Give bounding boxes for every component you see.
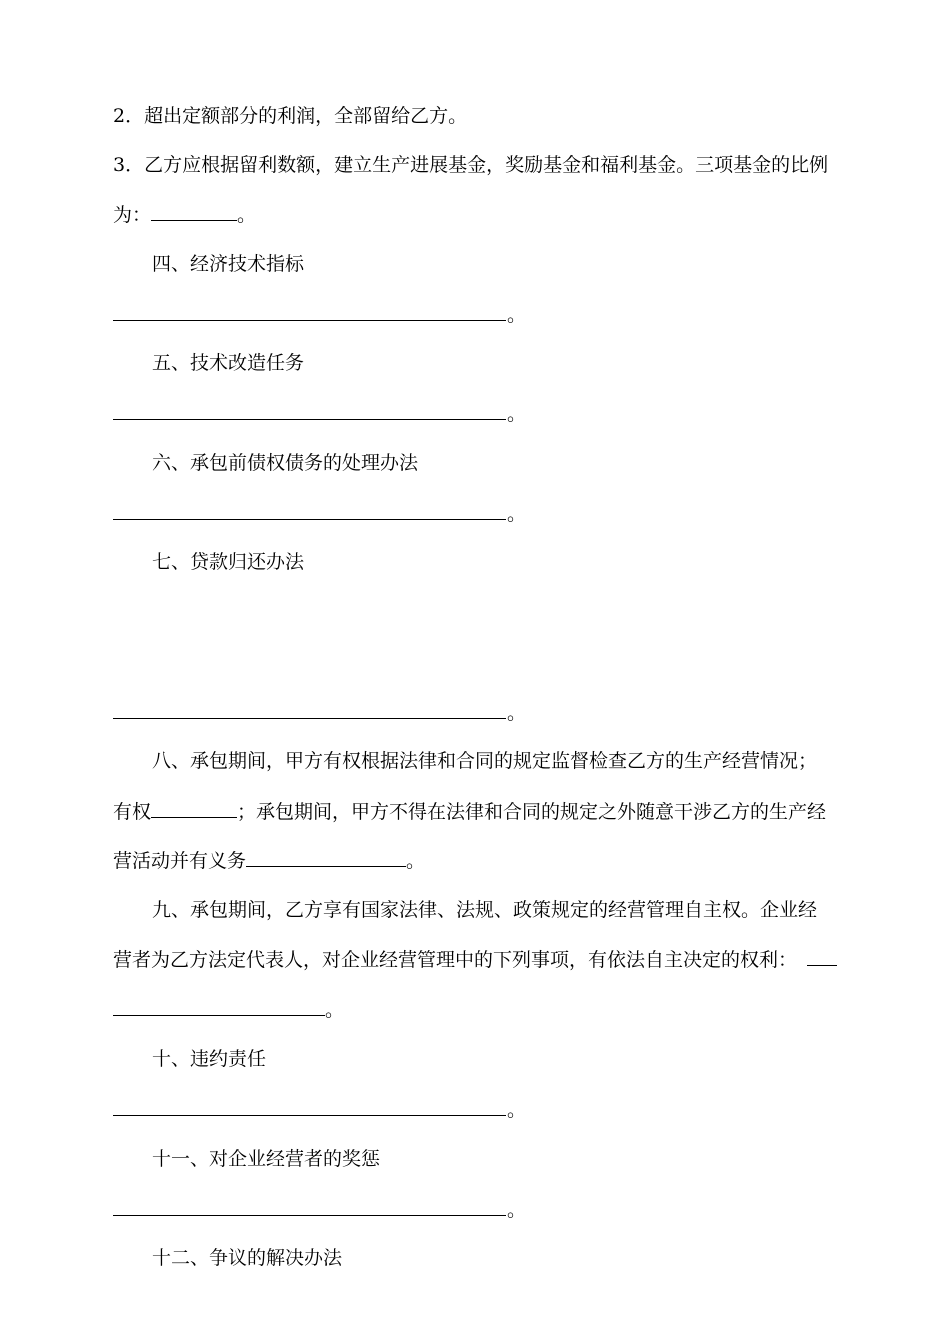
section-4-blank-line[interactable] [113,320,506,321]
section-9-line2 [113,947,837,972]
section-9-line1: 九、承包期间，乙方享有国家法律、法规、政策规定的经营管理自主权。企业经 [152,899,818,921]
section-7-heading: 七、贷款归还办法 [152,551,305,573]
section-10-period: 。 [507,1099,527,1121]
clause-3-3-prefix: 为： [113,204,152,226]
section-8-right-blank[interactable] [151,799,237,818]
section-8-right-prefix: 有权 [113,801,152,823]
section-10-heading: 十、违约责任 [152,1048,267,1070]
section-9-rights-blank-start[interactable] [807,947,837,966]
fund-ratio-blank[interactable] [151,202,237,221]
section-5-blank-line[interactable] [113,419,506,420]
clause-3-3-suffix: 。 [237,204,257,226]
section-5-heading: 五、技术改造任务 [152,352,305,374]
section-4-heading: 四、经济技术指标 [152,253,305,275]
section-7-blank-line[interactable] [113,718,506,719]
section-4-period: 。 [507,304,527,326]
section-6-period: 。 [507,503,527,525]
clause-3-3-line1: 3．乙方应根据留利数额，建立生产进展基金，奖励基金和福利基金。三项基金的比例 [113,154,829,176]
section-8-line3 [113,848,425,873]
section-8-line1: 八、承包期间，甲方有权根据法律和合同的规定监督检查乙方的生产经营情况； [152,750,818,772]
section-8-line3-end: 。 [406,850,426,872]
section-10-blank-line[interactable] [113,1115,506,1116]
section-8-duty-prefix: 营活动并有义务 [113,850,247,872]
section-9-line2-text: 营者为乙方法定代表人，对企业经营管理中的下列事项，有依法自主决定的权利： [113,949,798,971]
section-11-blank-line[interactable] [113,1215,506,1216]
section-8-duty-blank[interactable] [246,848,406,867]
section-9-line3-end: 。 [325,999,345,1021]
section-8-line2-rest: ；承包期间，甲方不得在法律和合同的规定之外随意干涉乙方的生产经 [237,801,827,823]
section-6-heading: 六、承包前债权债务的处理办法 [152,452,419,474]
clause-3-2: 2．超出定额部分的利润，全部留给乙方。 [113,105,468,127]
section-7-period: 。 [507,702,527,724]
section-9-line3 [113,997,344,1022]
section-12-heading: 十二、争议的解决办法 [152,1247,343,1269]
section-8-line2 [113,799,826,824]
section-5-period: 。 [507,403,527,425]
clause-3-3-line2 [113,202,256,227]
section-6-blank-line[interactable] [113,519,506,520]
section-11-heading: 十一、对企业经营者的奖惩 [152,1148,381,1170]
section-9-rights-blank[interactable] [113,997,325,1016]
section-11-period: 。 [507,1199,527,1221]
